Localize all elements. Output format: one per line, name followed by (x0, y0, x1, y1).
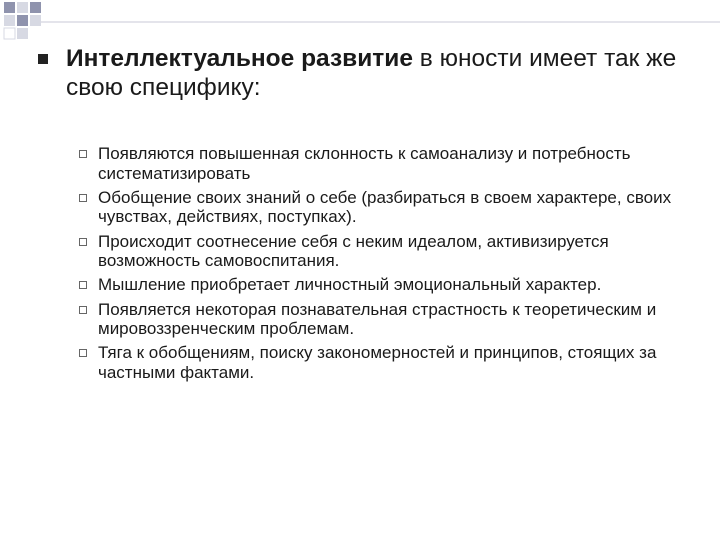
sub-point-text: Обобщение своих знаний о себе (разбираться в своем характере, своих чувствах, действиях, поступках). (98, 187, 672, 227)
sub-point-text: Мышление приобретает личностный эмоциональный характер. (98, 275, 602, 295)
decorative-header (0, 0, 720, 44)
main-point-rest: в юности имеет так же свою специфику: (66, 45, 677, 101)
decorative-squares (0, 0, 720, 44)
hollow-square-bullet-icon (79, 349, 87, 357)
list-item (77, 232, 677, 271)
sub-point-text: Появляется некоторая познавательная страстность к теоретическим и мировоззренческим проблемам. (98, 299, 657, 339)
hollow-square-bullet-icon (79, 150, 87, 158)
list-item (77, 188, 677, 227)
list-item (77, 144, 677, 183)
hollow-square-bullet-icon (79, 306, 87, 314)
sub-points-list (77, 144, 677, 387)
main-bullet-point (38, 44, 688, 102)
main-point-bold: Интеллектуальное развитие (66, 45, 413, 72)
square-bullet-icon (38, 54, 48, 64)
sub-point-text: Тяга к обобщениям, поиску закономерностей и принципов, стоящих за частными фактами. (98, 343, 657, 382)
sub-point-text: Появляются повышенная склонность к самоанализу и потребность систематизировать (98, 144, 631, 183)
list-item (77, 300, 677, 339)
list-item (77, 275, 677, 295)
hollow-square-bullet-icon (79, 238, 87, 246)
list-item (77, 343, 677, 382)
main-point-text (66, 44, 688, 102)
hollow-square-bullet-icon (79, 281, 87, 289)
sub-point-text: Происходит соотнесение себя с неким идеалом, активизируется возможность самовоспитания. (98, 231, 609, 271)
hollow-square-bullet-icon (79, 194, 87, 202)
